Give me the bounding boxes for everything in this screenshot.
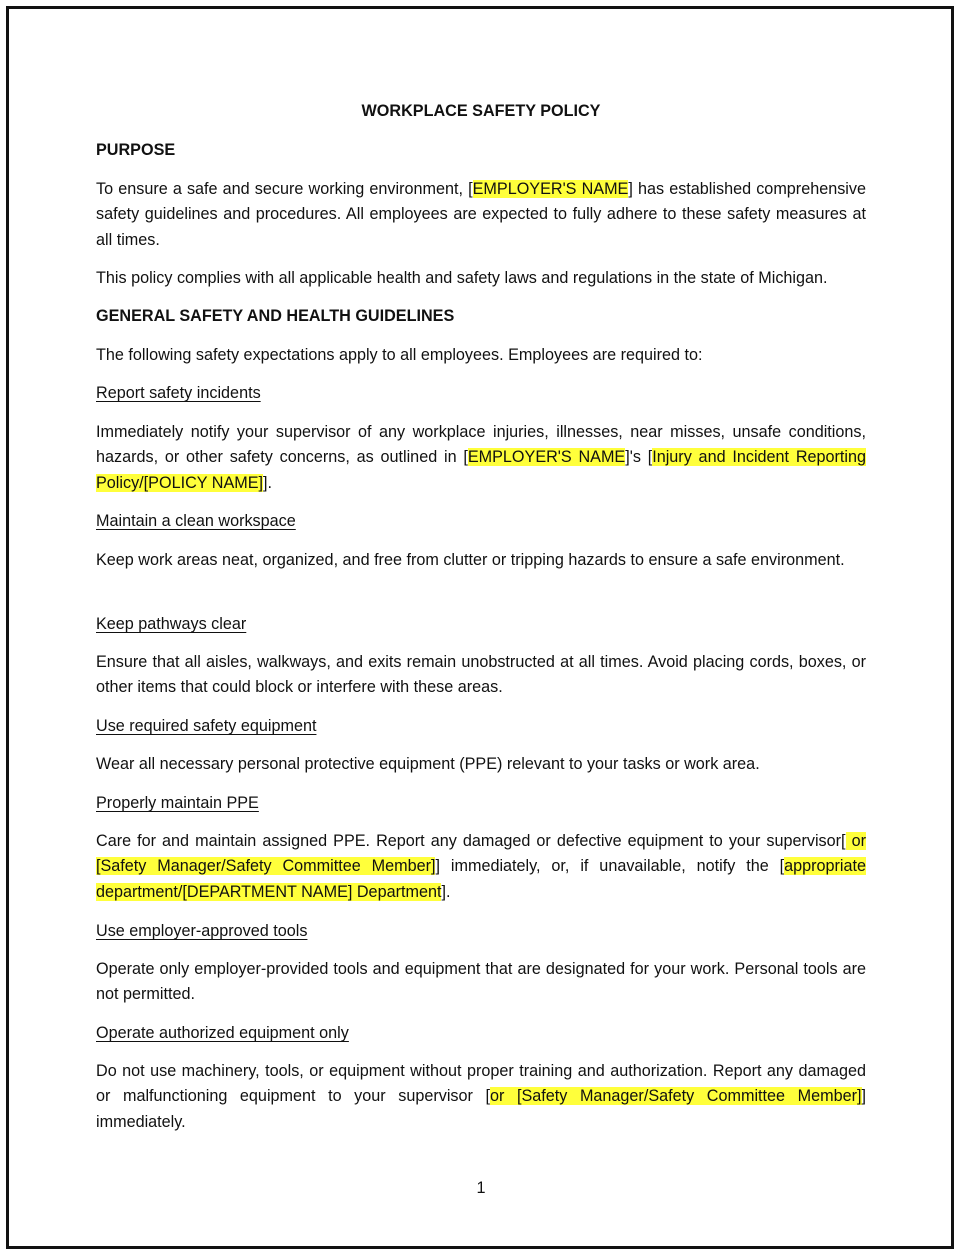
text-run: ] immediately.: [96, 1087, 866, 1131]
safety-equipment-paragraph: Wear all necessary personal protective equipment (PPE) relevant to your tasks or work area.: [96, 755, 760, 773]
placeholder-highlight: EMPLOYER'S NAME: [467, 448, 626, 467]
text-run: Care for and maintain assigned PPE. Report any damaged or defective equipment to your supervisor[: [96, 832, 846, 850]
placeholder-highlight: EMPLOYER'S NAME: [472, 180, 629, 198]
text-run: ].: [263, 473, 273, 492]
placeholder-highlight: Injury and Incident Reporting Policy/[POLICY NAME]: [96, 448, 867, 492]
approved-tools-paragraph: Operate only employer-provided tools and equipment that are designated for your work. Personal tools are not permitted.: [96, 960, 866, 1004]
authorized-equipment-paragraph: [96, 1059, 866, 1135]
text-run: To ensure a safe and secure working environment, [: [96, 180, 473, 198]
compliance-paragraph: This policy complies with all applicable health and safety laws and regulations in the state of Michigan.: [96, 269, 828, 287]
report-incidents-subheading: Report safety incidents: [96, 384, 261, 402]
pathways-paragraph: Ensure that all aisles, walkways, and exits remain unobstructed at all times. Avoid placing cords, boxes, or other items that could block or interfere with these areas.: [96, 653, 866, 697]
text-run: Do not use machinery, tools, or equipment without proper training and authorization. Report any damaged or malfunctioning equipment to your supervisor [: [96, 1062, 866, 1106]
text-run: ].: [441, 882, 451, 901]
page-number: 1: [476, 1179, 486, 1197]
clean-workspace-subheading: Maintain a clean workspace: [96, 512, 296, 530]
maintain-ppe-paragraph: [96, 829, 866, 905]
placeholder-highlight: appropriate department/[DEPARTMENT NAME] Department: [96, 857, 866, 901]
general-intro-paragraph: The following safety expectations apply to all employees. Employees are required to:: [96, 346, 703, 364]
placeholder-highlight: or [Safety Manager/Safety Committee Member]: [96, 832, 866, 876]
safety-equipment-subheading: Use required safety equipment: [96, 717, 317, 735]
authorized-equipment-subheading: Operate authorized equipment only: [96, 1024, 349, 1042]
placeholder-highlight: or [Safety Manager/Safety Committee Member]: [490, 1087, 862, 1106]
text-run: ]'s [: [625, 448, 653, 467]
general-guidelines-heading: GENERAL SAFETY AND HEALTH GUIDELINES: [96, 307, 455, 325]
approved-tools-subheading: Use employer-approved tools: [96, 922, 308, 940]
maintain-ppe-subheading: Properly maintain PPE: [96, 794, 259, 812]
document-page: [6, 6, 954, 1249]
text-run: ] has established comprehensive safety guidelines and procedures. All employees are expected to fully adhere to these safety measures at all times.: [96, 180, 866, 249]
pathways-subheading: Keep pathways clear: [96, 615, 247, 633]
document-title: WORKPLACE SAFETY POLICY: [361, 102, 601, 120]
clean-workspace-paragraph: Keep work areas neat, organized, and free from clutter or tripping hazards to ensure a safe environment.: [96, 551, 845, 569]
text-run: Immediately notify your supervisor of any workplace injuries, illnesses, near misses, unsafe conditions, hazards, or other safety concerns, as outlined in [: [96, 423, 866, 467]
report-incidents-paragraph: [96, 420, 866, 496]
purpose-paragraph: [96, 177, 866, 253]
text-run: ] immediately, or, if unavailable, notify the [: [435, 857, 785, 876]
purpose-heading: PURPOSE: [96, 141, 176, 159]
